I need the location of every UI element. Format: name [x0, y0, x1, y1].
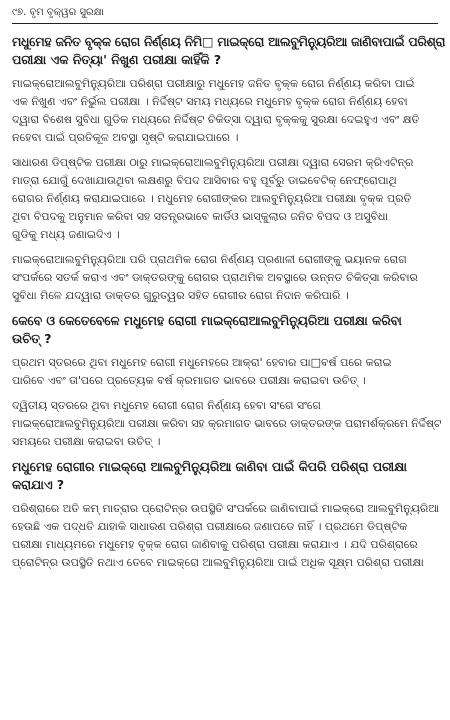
- heading-line: ମଧୁମେହ ଜନିତ ବୃକ୍କ ରୋଗ ନିର୍ଣ୍ଣୟ ନିମି□ ମାଇକ୍ରୋ ଆଲବୁମିନ୍ୟୁରିଆ ଜାଣିବାପାଇଁ ପରିଶ୍ରା: [12, 34, 446, 49]
- paragraph-line: ଥିବା ବିପଦକୁ ଅନୁମାନ କରିବା ସହ ସତନ୍ତ୍ରଭାବେ କାର୍ଡିଓ ଭାସ୍କୁଲାର ଜନିତ ବିପଦ ଓ ଅସୁବିଧା: [12, 210, 389, 223]
- heading-line: ଉଚିତ୍ ?: [12, 331, 52, 346]
- paragraph: [12, 75, 438, 147]
- paragraph-line: ମାଇକ୍ରୋଆଲବୁମିନ୍ୟୁରିଆ ପରି ପ୍ରାଥମିକ ରୋଗ ନିର୍ଣ୍ଣୟ ପ୍ରଣାଳୀ ରୋଗୀଙ୍କୁ ଭୟାନକ ରୋଗ: [12, 253, 407, 266]
- paragraph-line: ହେଉଛି ଏକ ପଦ୍ଧତି ଯାହାକି ସାଧାରଣ ପରିଶ୍ରା ପରୀକ୍ଷାରେ ଜଣାପଡେ ନାହିଁ । ପ୍ରଥମେ ଡିପ୍‌ଷ୍ଟିକ: [12, 520, 408, 533]
- section-3: [12, 458, 438, 572]
- paragraph-line: ମାଇକ୍ରୋଆଲବୁମିନ୍ୟୁରିଆ ପରୀକ୍ଷା କରିବା ସହ କ୍ରମାଗତ ଭାବରେ ଡାକ୍ତରଙ୍କ ପରାମର୍ଶକ୍ରମେ ନିର୍ଦ୍ଦିଷ୍ଟ: [12, 417, 442, 430]
- document-body: [12, 33, 446, 572]
- paragraph-line: ଦ୍ୱିତୀୟ ସ୍ତରରେ ଥିବା ମଧୁମେହ ରୋଗୀ ରୋଗ ନିର୍ଣ୍ଣୟ ହେବା ସଂଗେ ସଂଗେ: [12, 399, 321, 412]
- section-heading: [12, 33, 446, 69]
- paragraph-line: ସାଧାରଣ ଡିପ୍‌ଷ୍ଟିକ ପରୀକ୍ଷା ଠାରୁ ମାଇକ୍ରୋଆଲବୁମିନ୍ୟୁରିଆ ପରୀକ୍ଷା ଦ୍ୱାରା ସେରମ କ୍ରିଏଟିନ୍‌ର: [12, 156, 414, 169]
- paragraph-line: ରୋଗର ନିର୍ଣ୍ଣୟ କରାଯାଇପାରେ । ମଧୁମେହ ରୋଗୀଙ୍କର ଆଲବୁମିନ୍ୟୁରିଆ ପରୀକ୍ଷା ବୃକ୍କ ପ୍ରତି: [12, 192, 412, 205]
- paragraph-line: ନହେବା ପାଇଁ ପ୍ରତିକୂଳ ଅବସ୍ଥା ସୃଷ୍ଟି କରାଯାଇପାରେ ।: [12, 131, 239, 144]
- section-2: [12, 312, 442, 451]
- paragraph-line: ପରିଶ୍ରାରେ ଅତି କମ୍ ମାତ୍ରାର ପ୍ରୋଟିନ୍‌ର ଉପସ୍ଥିତି ସଂପର୍କରେ ଜାଣିବାପାଇଁ ମାଇକ୍ରୋ ଆଲବୁମିନ୍ୟୁରିଆ: [12, 502, 439, 515]
- paragraph-line: ଏକ ନିଖୁଣ ଏବଂ ନିର୍ଭୁଲ ପରୀକ୍ଷା । ନିର୍ଦ୍ଦିଷ୍ଟ ସମୟ ମଧ୍ୟରେ ମଧୁମେହ ବୃକ୍କ ରୋଗ ନିର୍ଣ୍ଣୟ ହେବା: [12, 95, 408, 108]
- section-heading: [12, 458, 438, 494]
- paragraph-line: ଦ୍ୱାରା ବିଶେଷ ସୁବିଧା ଗୁଡିକ ମଧ୍ୟରେ ନିର୍ଦ୍ଦିଷ୍ଟ ଚିକିତ୍ସା ଦ୍ୱାରା ବୃକ୍କକୁ ସୁରକ୍ଷା ଦେଇହୁଏ ଏବଂ କ୍ଷତି: [12, 113, 420, 126]
- paragraph-line: ଗୁଡିକୁ ମଧ୍ୟ ଜଣାଇଦିଏ ।: [12, 228, 120, 241]
- paragraph-line: ମାଇକ୍ରୋଆଲବୁମିନ୍ୟୁରିଆ ପରିଶ୍ରା ପରୀକ୍ଷାରୁ ମଧୁମେହ ଜନିତ ବୃକ୍କ ରୋଗ ନିର୍ଣ୍ଣୟ କରିବା ପାଇଁ: [12, 77, 415, 90]
- paragraph: [12, 397, 442, 451]
- paragraph-line: ପ୍ରଥମ ସ୍ତରରେ ଥିବା ମଧୁମେହ ରୋଗୀ ମଧୁମେହରେ ଆକ୍ରା' ହେବାର ପା□ବର୍ଷ ପରେ କରାଇ: [12, 356, 392, 369]
- heading-line: ମଧୁମେହ ରୋଗୀର ମାଇକ୍ରୋ ଆଲବୁମିନ୍ୟୁରିଆ ଜାଣିବା ପାଇଁ କିପରି ପରିଶ୍ରା ପରୀକ୍ଷା: [12, 459, 407, 474]
- paragraph-line: ପ୍ରୋଟିନ୍‌ର ଉପସ୍ଥିତି ନଥାଏ ତେବେ ମାଇକ୍ରୋ ଆଲବୁମିନ୍ୟୁରିଆ ପାଇଁ ଅଧିକ ସୂକ୍ଷ୍ମ ପରିଶ୍ରା ପରୀକ୍ଷା: [12, 556, 424, 569]
- heading-line: ପରୀକ୍ଷା ଏକ ନିତ୍ୟା' ନିଖୁଣ ପରୀକ୍ଷା କାହିଁକି ?: [12, 52, 222, 67]
- header-rule: [12, 23, 438, 24]
- paragraph: [12, 500, 438, 572]
- paragraph-line: ପାରିବେ ଏବଂ ତା'ପରେ ପ୍ରତ୍ୟେକ ବର୍ଷ କ୍ରମାଗତ ଭାବରେ ପରୀକ୍ଷା କରାଇବା ଉଚିତ୍ ।: [12, 374, 366, 387]
- paragraph-line: ପରୀକ୍ଷା ମାଧ୍ୟମରେ ମଧୁମେହ ବୃକ୍କ ରୋଗ ଜାଣିବାକୁ ପରିଶ୍ରା ପରୀକ୍ଷା କରାଯାଏ । ଯଦି ପରିଶ୍ରାରେ: [12, 538, 418, 551]
- section-1: [12, 33, 446, 305]
- paragraph: [12, 354, 438, 390]
- paragraph: [12, 154, 438, 244]
- paragraph-line: ସମୟରେ ପରୀକ୍ଷା କରାଇବା ଉଚିତ୍ ।: [12, 435, 161, 448]
- paragraph: [12, 251, 438, 305]
- paragraph-line: ସଂପର୍କରେ ସତର୍କ କରାଏ ଏବଂ ଡାକ୍ତରଙ୍କୁ ରୋଗର ପ୍ରାଥମିକ ଅବସ୍ଥାରେ ଉନ୍ନତ ଚିକିତ୍ସା କରିବାର: [12, 271, 418, 284]
- paragraph-line: ସୁବିଧା ମିଳେ ଯଦ୍ୱାରା ଡାକ୍ତର ଗୁରୁତ୍ୱର ସହିତ ରୋଗୀର ରୋଗ ନିଦାନ କରିପାରି ।: [12, 289, 349, 302]
- paragraph-line: ମାତ୍ରା ଯୋଗୁଁ ଦେଖାଯାଉଥିବା ଲକ୍ଷଣରୁ ବିପଦ ଆସିବାର ବହୁ ପୂର୍ବରୁ ଡାଇବେଟିକ୍ ନେଫ୍ରୋପାଥି: [12, 174, 397, 187]
- section-heading: [12, 312, 438, 348]
- heading-line: କରାଯାଏ ?: [12, 477, 65, 492]
- heading-line: କେବେ ଓ କେତେବେଳେ ମଧୁମେହ ରୋଗୀ ମାଇକ୍ରୋଆଲବୁମିନ୍ୟୁରିଆ ପରୀକ୍ଷା କରିବା: [12, 313, 402, 328]
- running-header: ୯୭. ବୃମ ବୃକ୍ୱର ସୁରକ୍ଷା: [12, 7, 104, 18]
